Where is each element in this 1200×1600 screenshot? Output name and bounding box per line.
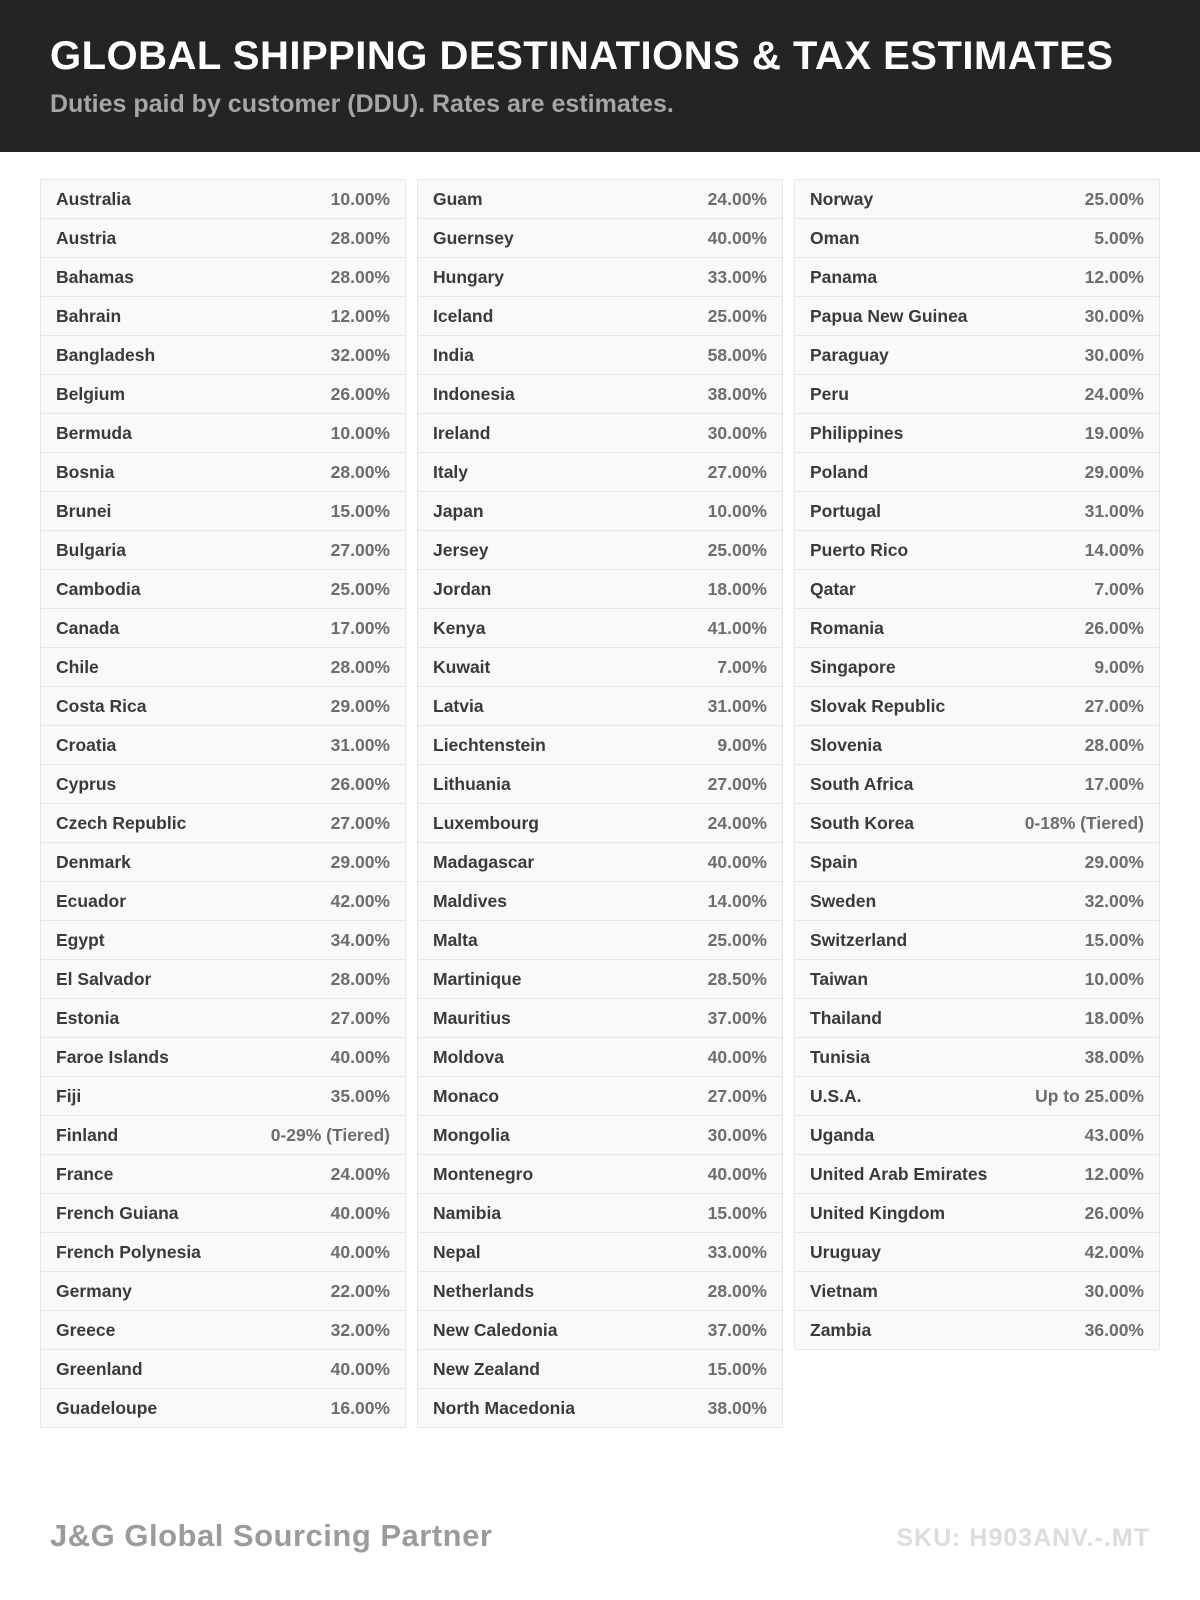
table-row <box>41 687 405 726</box>
tax-rate-value: 27.00% <box>330 539 390 560</box>
country-name: Bahamas <box>56 266 134 287</box>
table-row <box>41 375 405 414</box>
country-name: Bulgaria <box>56 539 127 560</box>
tax-rate-value: 40.00% <box>330 1046 390 1067</box>
country-name: Hungary <box>433 266 504 287</box>
country-name: Iceland <box>433 305 494 326</box>
country-name: Jordan <box>433 578 492 599</box>
tax-rate-value: 24.00% <box>1084 383 1144 404</box>
country-name: El Salvador <box>56 968 152 989</box>
tax-rate-value: 25.00% <box>707 305 767 326</box>
country-name: Nepal <box>433 1241 481 1262</box>
table-row <box>418 726 782 765</box>
tax-rate-value: 32.00% <box>330 1319 390 1340</box>
tax-rate-value: 18.00% <box>707 578 767 599</box>
country-name: Slovak Republic <box>810 695 946 716</box>
table-row <box>41 609 405 648</box>
tax-rate-table <box>40 179 1160 1428</box>
country-name: France <box>56 1163 114 1184</box>
page-title: GLOBAL SHIPPING DESTINATIONS & TAX ESTIMATES <box>50 33 1114 78</box>
tax-rate-value: 42.00% <box>1084 1241 1144 1262</box>
country-name: Panama <box>810 266 878 287</box>
country-name: India <box>433 344 474 365</box>
country-name: Paraguay <box>810 344 889 365</box>
tax-rate-value: 15.00% <box>707 1202 767 1223</box>
tax-rate-value: 29.00% <box>1084 461 1144 482</box>
table-row <box>41 843 405 882</box>
table-row <box>41 531 405 570</box>
tax-rate-value: 38.00% <box>707 383 767 404</box>
tax-rate-value: 30.00% <box>707 422 767 443</box>
country-name: Finland <box>56 1124 119 1145</box>
tax-rate-value: 0-29% (Tiered) <box>270 1124 390 1145</box>
country-name: Austria <box>56 227 117 248</box>
country-name: Spain <box>810 851 858 872</box>
country-name: Lithuania <box>433 773 511 794</box>
country-name: North Macedonia <box>433 1397 575 1418</box>
table-row <box>418 999 782 1038</box>
country-name: Greenland <box>56 1358 143 1379</box>
tax-rate-value: 33.00% <box>707 266 767 287</box>
tax-rate-value: 28.00% <box>707 1280 767 1301</box>
table-row <box>795 1194 1159 1233</box>
page-header <box>0 0 1200 152</box>
tax-rate-value: 37.00% <box>707 1007 767 1028</box>
table-row <box>795 1311 1159 1349</box>
table-row <box>41 1116 405 1155</box>
country-name: Romania <box>810 617 884 638</box>
table-row <box>795 687 1159 726</box>
country-name: Czech Republic <box>56 812 187 833</box>
country-name: Slovenia <box>810 734 882 755</box>
tax-rate-value: 29.00% <box>330 851 390 872</box>
country-name: Cyprus <box>56 773 117 794</box>
table-row <box>41 921 405 960</box>
table-row <box>795 531 1159 570</box>
rate-column-2 <box>417 179 783 1428</box>
tax-rate-value: 26.00% <box>1084 1202 1144 1223</box>
table-row <box>418 1077 782 1116</box>
country-name: Greece <box>56 1319 116 1340</box>
table-row <box>41 219 405 258</box>
table-row <box>795 726 1159 765</box>
country-name: Chile <box>56 656 99 677</box>
country-name: French Polynesia <box>56 1241 201 1262</box>
country-name: Guam <box>433 188 483 209</box>
country-name: Guadeloupe <box>56 1397 158 1418</box>
table-row <box>418 1350 782 1389</box>
tax-rate-value: 58.00% <box>707 344 767 365</box>
tax-rate-value: 27.00% <box>1084 695 1144 716</box>
tax-rate-value: 18.00% <box>1084 1007 1144 1028</box>
table-row <box>418 1038 782 1077</box>
tax-rate-value: 15.00% <box>707 1358 767 1379</box>
tax-rate-value: 27.00% <box>330 1007 390 1028</box>
tax-rate-value: 16.00% <box>330 1397 390 1418</box>
country-name: Taiwan <box>810 968 869 989</box>
table-row <box>418 1272 782 1311</box>
table-row <box>418 804 782 843</box>
country-name: Guernsey <box>433 227 514 248</box>
country-name: Switzerland <box>810 929 908 950</box>
table-row <box>795 453 1159 492</box>
page-footer <box>50 1518 1150 1554</box>
country-name: Canada <box>56 617 120 638</box>
country-name: United Arab Emirates <box>810 1163 988 1184</box>
country-name: Mauritius <box>433 1007 511 1028</box>
tax-rate-value: 7.00% <box>1094 578 1144 599</box>
table-row <box>418 882 782 921</box>
country-name: Tunisia <box>810 1046 870 1067</box>
tax-rate-value: 10.00% <box>1084 968 1144 989</box>
table-row <box>418 336 782 375</box>
country-name: Faroe Islands <box>56 1046 169 1067</box>
table-row <box>41 414 405 453</box>
tax-rate-value: 12.00% <box>1084 1163 1144 1184</box>
table-row <box>795 1077 1159 1116</box>
table-row <box>41 1350 405 1389</box>
table-row <box>418 1116 782 1155</box>
tax-rate-value: 34.00% <box>330 929 390 950</box>
country-name: Netherlands <box>433 1280 535 1301</box>
tax-rate-value: 40.00% <box>707 1163 767 1184</box>
table-row <box>795 297 1159 336</box>
country-name: Liechtenstein <box>433 734 546 755</box>
country-name: Mongolia <box>433 1124 510 1145</box>
tax-rate-value: 28.00% <box>330 227 390 248</box>
country-name: Martinique <box>433 968 522 989</box>
table-row <box>795 375 1159 414</box>
table-row <box>41 180 405 219</box>
tax-rate-value: 38.00% <box>707 1397 767 1418</box>
tax-rate-value: 28.00% <box>1084 734 1144 755</box>
tax-rate-value: 32.00% <box>1084 890 1144 911</box>
table-row <box>795 1233 1159 1272</box>
table-row <box>41 1389 405 1427</box>
tax-rate-value: 41.00% <box>707 617 767 638</box>
country-name: Uruguay <box>810 1241 881 1262</box>
country-name: Portugal <box>810 500 881 521</box>
country-name: Bahrain <box>56 305 122 326</box>
table-row <box>418 219 782 258</box>
tax-rate-value: 30.00% <box>1084 1280 1144 1301</box>
table-row <box>41 804 405 843</box>
country-name: South Korea <box>810 812 915 833</box>
table-row <box>418 921 782 960</box>
table-row <box>41 999 405 1038</box>
country-name: Japan <box>433 500 484 521</box>
table-row <box>795 999 1159 1038</box>
country-name: South Africa <box>810 773 914 794</box>
table-row <box>41 960 405 999</box>
table-row <box>795 921 1159 960</box>
country-name: Poland <box>810 461 869 482</box>
tax-rate-value: 43.00% <box>1084 1124 1144 1145</box>
table-row <box>41 258 405 297</box>
country-name: New Zealand <box>433 1358 540 1379</box>
tax-rate-value: 28.00% <box>330 656 390 677</box>
table-row <box>41 726 405 765</box>
country-name: Ecuador <box>56 890 127 911</box>
table-row <box>795 180 1159 219</box>
country-name: Madagascar <box>433 851 535 872</box>
country-name: Fiji <box>56 1085 82 1106</box>
tax-rate-value: 28.00% <box>330 461 390 482</box>
table-row <box>418 453 782 492</box>
tax-rate-value: 25.00% <box>707 929 767 950</box>
table-row <box>418 258 782 297</box>
table-row <box>418 609 782 648</box>
country-name: Namibia <box>433 1202 502 1223</box>
table-row <box>795 336 1159 375</box>
table-row <box>41 453 405 492</box>
tax-rate-value: 17.00% <box>1084 773 1144 794</box>
country-name: Indonesia <box>433 383 515 404</box>
table-row <box>418 1389 782 1427</box>
tax-rate-value: 9.00% <box>1094 656 1144 677</box>
country-name: Brunei <box>56 500 112 521</box>
table-row <box>41 648 405 687</box>
table-row <box>41 492 405 531</box>
country-name: Egypt <box>56 929 105 950</box>
table-row <box>418 570 782 609</box>
table-row <box>41 1077 405 1116</box>
tax-rate-value: 31.00% <box>1084 500 1144 521</box>
country-name: Ireland <box>433 422 491 443</box>
tax-rate-value: 40.00% <box>707 1046 767 1067</box>
tax-rate-value: 26.00% <box>330 383 390 404</box>
tax-rate-value: 27.00% <box>707 461 767 482</box>
tax-rate-value: 38.00% <box>1084 1046 1144 1067</box>
tax-rate-value: 7.00% <box>717 656 767 677</box>
country-name: U.S.A. <box>810 1085 862 1106</box>
table-row <box>795 219 1159 258</box>
tax-rate-value: 40.00% <box>330 1241 390 1262</box>
tax-rate-value: 26.00% <box>1084 617 1144 638</box>
country-name: Montenegro <box>433 1163 534 1184</box>
table-row <box>41 765 405 804</box>
tax-rate-value: 40.00% <box>330 1202 390 1223</box>
tax-rate-value: 17.00% <box>330 617 390 638</box>
country-name: Cambodia <box>56 578 141 599</box>
table-row <box>41 570 405 609</box>
tax-rate-value: 25.00% <box>330 578 390 599</box>
tax-rate-value: 24.00% <box>330 1163 390 1184</box>
country-name: Uganda <box>810 1124 875 1145</box>
country-name: Croatia <box>56 734 117 755</box>
country-name: Italy <box>433 461 469 482</box>
table-row <box>418 648 782 687</box>
country-name: Oman <box>810 227 860 248</box>
country-name: Peru <box>810 383 849 404</box>
country-name: Moldova <box>433 1046 504 1067</box>
tax-rate-value: 10.00% <box>707 500 767 521</box>
tax-rate-value: 42.00% <box>330 890 390 911</box>
tax-rate-value: 25.00% <box>707 539 767 560</box>
table-row <box>41 882 405 921</box>
tax-rate-value: 35.00% <box>330 1085 390 1106</box>
tax-rate-value: Up to 25.00% <box>1035 1085 1144 1106</box>
country-name: Vietnam <box>810 1280 878 1301</box>
table-row <box>795 570 1159 609</box>
country-name: French Guiana <box>56 1202 179 1223</box>
tax-rate-value: 30.00% <box>1084 305 1144 326</box>
country-name: United Kingdom <box>810 1202 946 1223</box>
table-row <box>418 960 782 999</box>
tax-rate-value: 25.00% <box>1084 188 1144 209</box>
country-name: Estonia <box>56 1007 120 1028</box>
table-row <box>41 1155 405 1194</box>
tax-rate-value: 30.00% <box>1084 344 1144 365</box>
table-row <box>795 1116 1159 1155</box>
country-name: Norway <box>810 188 874 209</box>
table-row <box>418 765 782 804</box>
tax-rate-value: 9.00% <box>717 734 767 755</box>
tax-rate-value: 27.00% <box>707 773 767 794</box>
country-name: Maldives <box>433 890 507 911</box>
table-row <box>795 258 1159 297</box>
country-name: Australia <box>56 188 131 209</box>
table-row <box>795 648 1159 687</box>
rate-column-3 <box>794 179 1160 1350</box>
brand-name: J&G Global Sourcing Partner <box>50 1518 493 1553</box>
tax-rate-value: 40.00% <box>707 227 767 248</box>
tax-rate-value: 40.00% <box>707 851 767 872</box>
rate-column-1 <box>40 179 406 1428</box>
table-row <box>795 804 1159 843</box>
tax-rate-value: 0-18% (Tiered) <box>1024 812 1144 833</box>
tax-rate-value: 26.00% <box>330 773 390 794</box>
country-name: Bosnia <box>56 461 115 482</box>
table-row <box>418 414 782 453</box>
table-row <box>418 531 782 570</box>
table-row <box>41 1311 405 1350</box>
tax-rate-value: 14.00% <box>1084 539 1144 560</box>
tax-rate-value: 31.00% <box>707 695 767 716</box>
tax-rate-value: 15.00% <box>330 500 390 521</box>
table-row <box>795 882 1159 921</box>
table-row <box>418 1155 782 1194</box>
tax-rate-value: 28.50% <box>707 968 767 989</box>
table-row <box>418 687 782 726</box>
table-row <box>418 180 782 219</box>
tax-rate-value: 14.00% <box>707 890 767 911</box>
page-subtitle: Duties paid by customer (DDU). Rates are estimates. <box>50 89 674 118</box>
tax-rate-value: 31.00% <box>330 734 390 755</box>
table-row <box>795 765 1159 804</box>
sku-label: SKU: H903ANV.-.MT <box>896 1524 1150 1552</box>
table-row <box>41 1194 405 1233</box>
table-row <box>795 960 1159 999</box>
country-name: Jersey <box>433 539 489 560</box>
tax-rate-value: 29.00% <box>330 695 390 716</box>
country-name: Monaco <box>433 1085 500 1106</box>
country-name: Latvia <box>433 695 484 716</box>
country-name: Qatar <box>810 578 856 599</box>
tax-rate-value: 10.00% <box>330 422 390 443</box>
country-name: Papua New Guinea <box>810 305 968 326</box>
country-name: Zambia <box>810 1319 872 1340</box>
table-row <box>418 1194 782 1233</box>
tax-rate-value: 22.00% <box>330 1280 390 1301</box>
table-row <box>41 336 405 375</box>
tax-rate-value: 36.00% <box>1084 1319 1144 1340</box>
country-name: Germany <box>56 1280 132 1301</box>
tax-rate-value: 40.00% <box>330 1358 390 1379</box>
table-row <box>795 609 1159 648</box>
tax-rate-value: 19.00% <box>1084 422 1144 443</box>
table-row <box>795 1272 1159 1311</box>
country-name: Thailand <box>810 1007 882 1028</box>
country-name: Philippines <box>810 422 904 443</box>
table-row <box>418 492 782 531</box>
tax-rate-value: 12.00% <box>330 305 390 326</box>
table-row <box>41 1272 405 1311</box>
country-name: Malta <box>433 929 478 950</box>
country-name: Bermuda <box>56 422 132 443</box>
tax-rate-value: 27.00% <box>330 812 390 833</box>
tax-rate-value: 10.00% <box>330 188 390 209</box>
table-row <box>795 843 1159 882</box>
table-row <box>795 1038 1159 1077</box>
tax-rate-value: 27.00% <box>707 1085 767 1106</box>
table-row <box>41 297 405 336</box>
tax-rate-value: 28.00% <box>330 266 390 287</box>
country-name: Puerto Rico <box>810 539 909 560</box>
tax-rate-value: 24.00% <box>707 188 767 209</box>
country-name: Costa Rica <box>56 695 147 716</box>
table-row <box>41 1038 405 1077</box>
country-name: Kenya <box>433 617 486 638</box>
tax-rate-value: 30.00% <box>707 1124 767 1145</box>
tax-rate-value: 5.00% <box>1094 227 1144 248</box>
tax-rate-value: 29.00% <box>1084 851 1144 872</box>
tax-rate-value: 37.00% <box>707 1319 767 1340</box>
table-row <box>41 1233 405 1272</box>
table-row <box>418 297 782 336</box>
table-row <box>795 414 1159 453</box>
country-name: Kuwait <box>433 656 491 677</box>
country-name: Luxembourg <box>433 812 539 833</box>
table-row <box>418 1233 782 1272</box>
country-name: Sweden <box>810 890 877 911</box>
table-row <box>795 1155 1159 1194</box>
country-name: Belgium <box>56 383 126 404</box>
tax-rate-value: 28.00% <box>330 968 390 989</box>
tax-rate-value: 15.00% <box>1084 929 1144 950</box>
country-name: Denmark <box>56 851 131 872</box>
tax-rate-value: 24.00% <box>707 812 767 833</box>
table-row <box>795 492 1159 531</box>
country-name: Singapore <box>810 656 896 677</box>
tax-rate-value: 32.00% <box>330 344 390 365</box>
tax-rate-value: 33.00% <box>707 1241 767 1262</box>
tax-rate-value: 12.00% <box>1084 266 1144 287</box>
table-row <box>418 1311 782 1350</box>
table-row <box>418 843 782 882</box>
country-name: New Caledonia <box>433 1319 558 1340</box>
table-row <box>418 375 782 414</box>
country-name: Bangladesh <box>56 344 156 365</box>
